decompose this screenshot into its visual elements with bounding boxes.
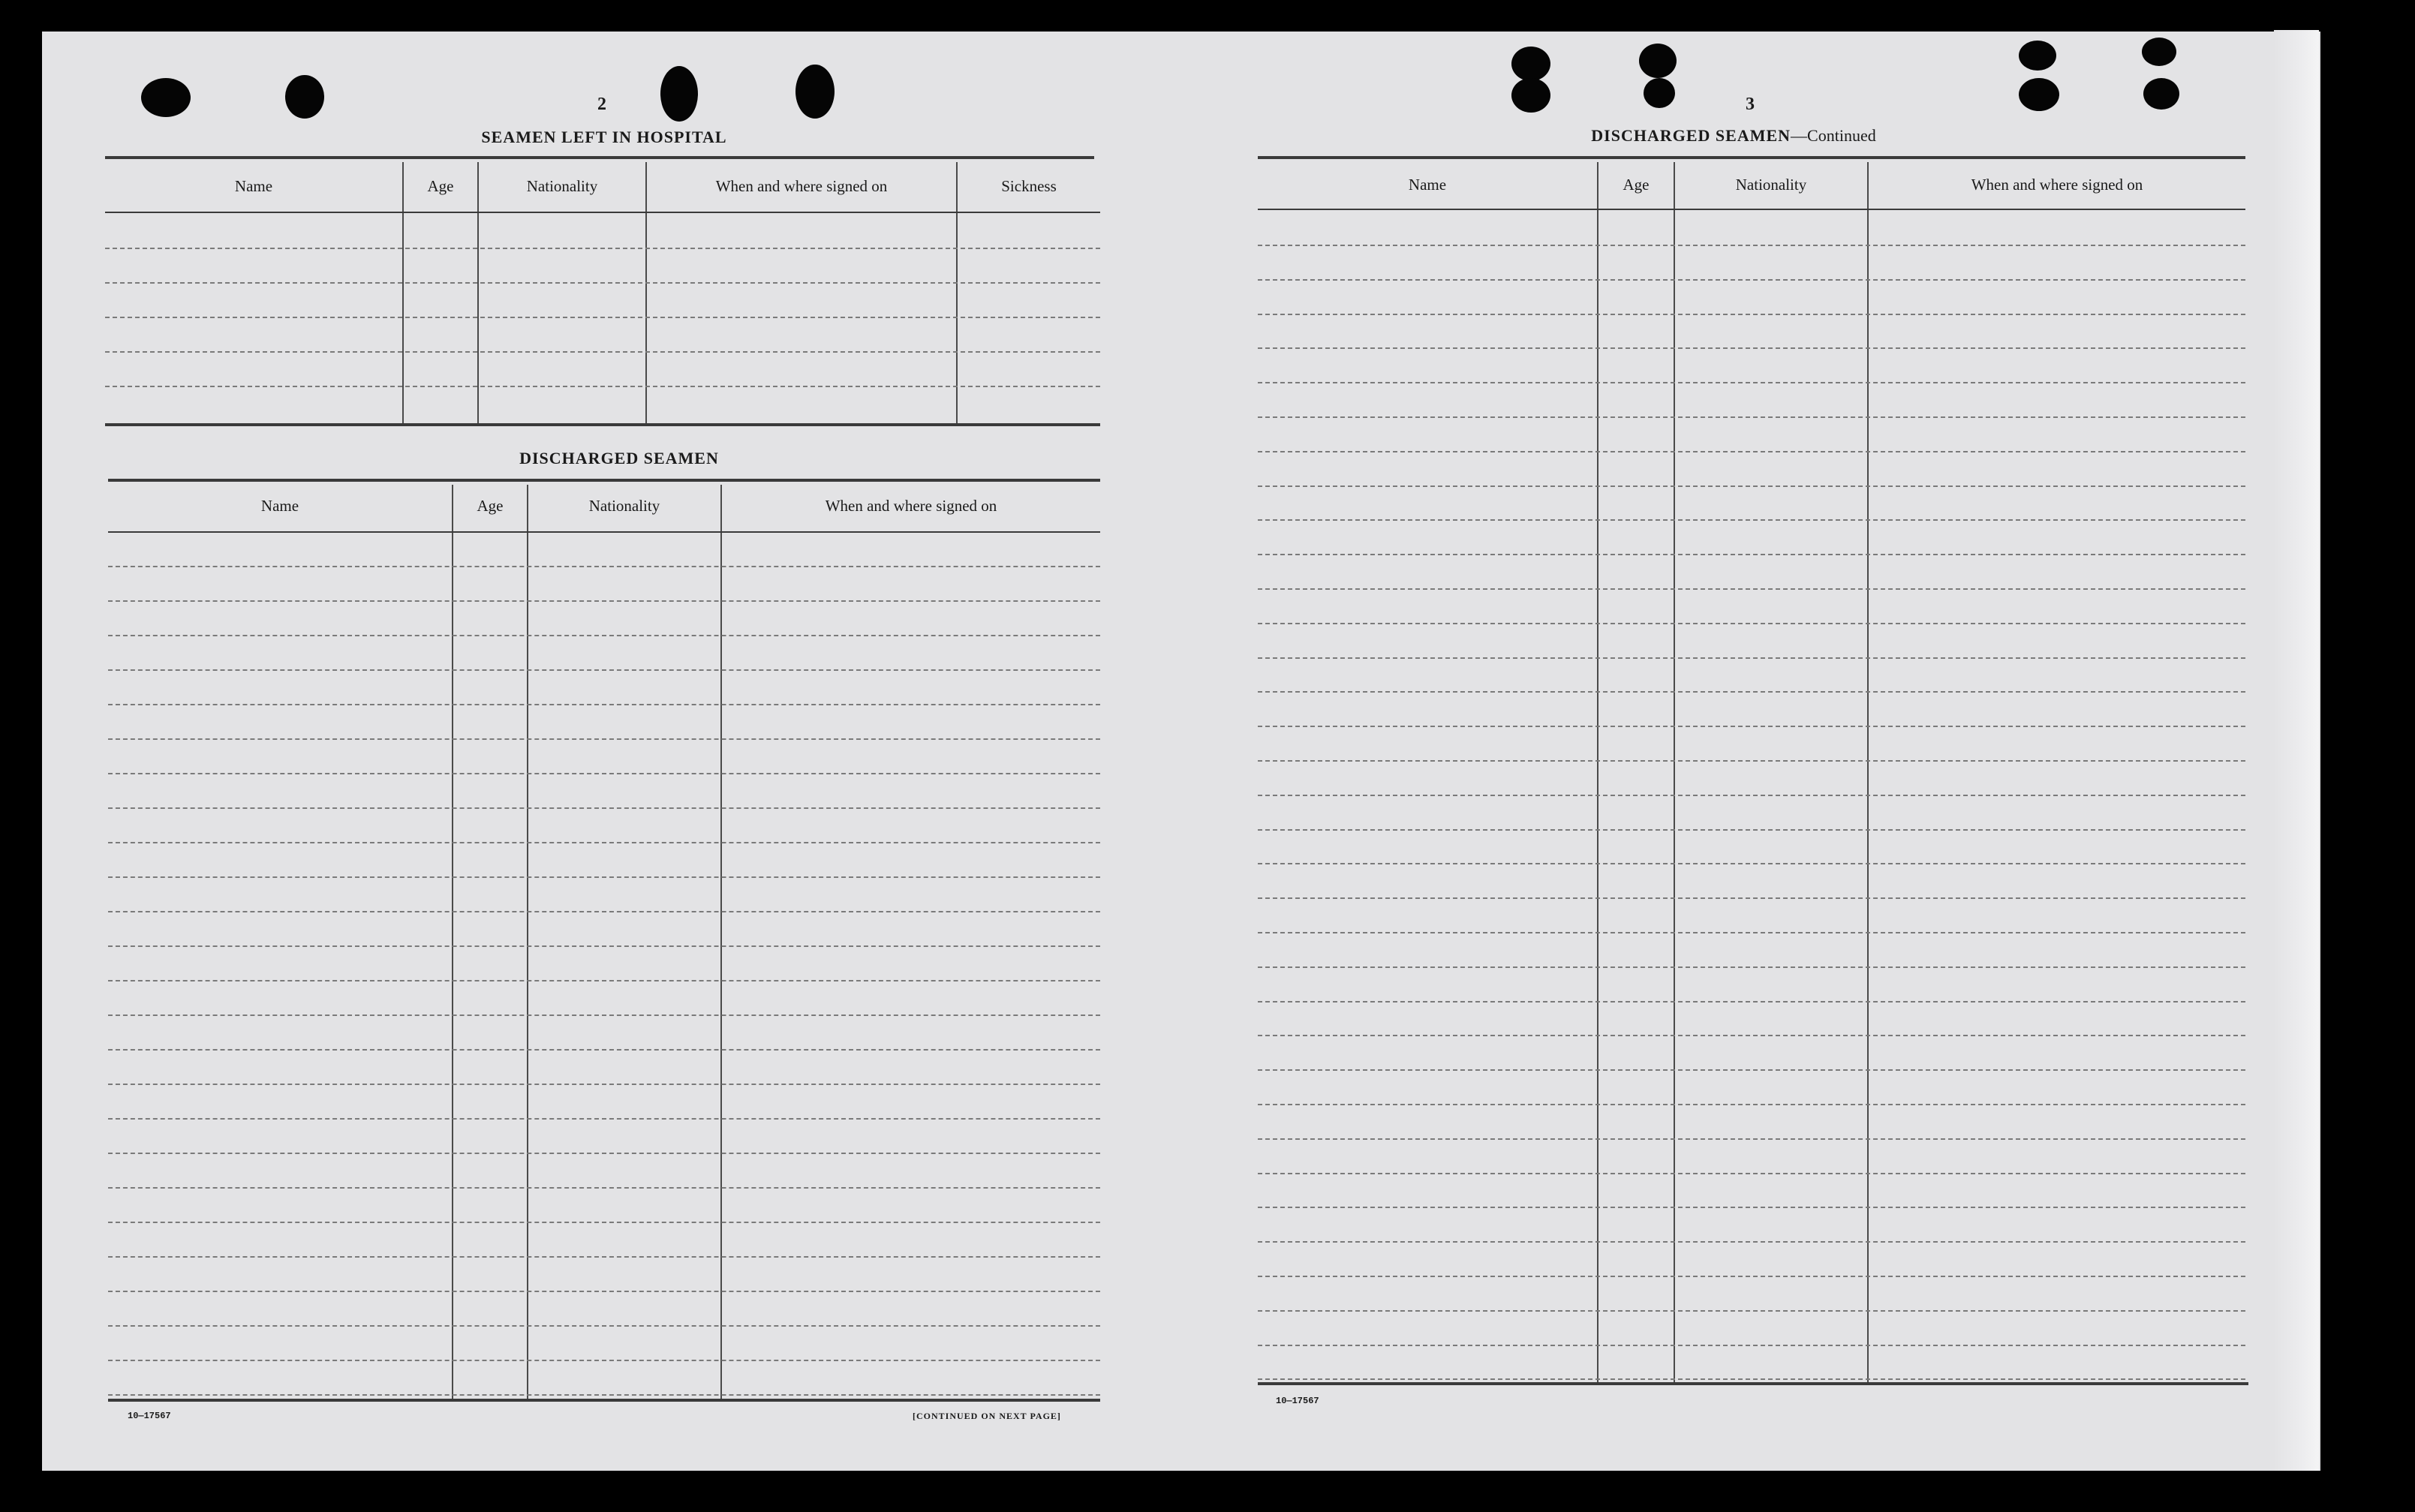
row-line <box>108 911 1100 912</box>
row-line <box>108 1187 1100 1189</box>
row-line <box>1258 485 2245 487</box>
row-line <box>108 1084 1100 1085</box>
punch-hole <box>2143 78 2179 110</box>
punch-hole <box>2019 78 2059 111</box>
section-title-text: DISCHARGED SEAMEN <box>1591 126 1791 145</box>
punch-hole <box>2019 41 2056 71</box>
row-line <box>1258 829 2245 831</box>
row-line <box>1258 897 2245 899</box>
punch-hole <box>795 65 835 119</box>
header-rule <box>1258 209 2245 210</box>
column-header: Nationality <box>526 177 598 195</box>
column-divider <box>720 485 722 1399</box>
row-line <box>1258 245 2245 246</box>
header-rule <box>108 531 1100 533</box>
row-line <box>1258 726 2245 727</box>
section-title-suffix: —Continued <box>1791 126 1876 145</box>
row-line <box>1258 1241 2245 1243</box>
row-line <box>1258 1069 2245 1071</box>
row-line <box>1258 588 2245 590</box>
column-header: Nationality <box>588 497 660 515</box>
column-header: Name <box>234 177 273 195</box>
row-line <box>105 386 1100 387</box>
column-divider <box>1597 162 1598 1385</box>
row-line <box>1258 279 2245 281</box>
punch-hole <box>1644 78 1675 108</box>
row-line <box>1258 691 2245 693</box>
row-line <box>1258 554 2245 555</box>
page-number: 2 <box>597 95 607 114</box>
column-header: Sickness <box>1001 177 1057 195</box>
punch-hole <box>1639 44 1677 78</box>
row-line <box>108 1222 1100 1223</box>
row-line <box>1258 795 2245 796</box>
row-line <box>1258 451 2245 452</box>
row-line <box>1258 1035 2245 1036</box>
continued-note: [CONTINUED ON NEXT PAGE] <box>913 1411 1061 1421</box>
row-line <box>108 1256 1100 1258</box>
row-line <box>108 1153 1100 1154</box>
column-header: Age <box>477 497 504 515</box>
row-line <box>108 842 1100 843</box>
form-code: 10—17567 <box>1276 1396 1319 1406</box>
table-top-rule <box>105 156 1094 159</box>
row-line <box>108 1325 1100 1327</box>
row-line <box>108 945 1100 947</box>
section-title-discharged-continued <box>1546 126 1921 146</box>
punch-hole <box>141 78 191 117</box>
punch-hole <box>660 66 698 122</box>
row-line <box>1258 1138 2245 1140</box>
row-line <box>108 807 1100 809</box>
row-line <box>108 600 1100 602</box>
row-line <box>1258 966 2245 968</box>
punch-hole <box>285 75 324 119</box>
column-divider <box>1867 162 1869 1385</box>
row-line <box>108 1291 1100 1292</box>
row-line <box>1258 863 2245 864</box>
section-title-discharged: DISCHARGED SEAMEN <box>519 449 719 467</box>
column-divider <box>527 485 528 1399</box>
column-header: When and where signed on <box>715 177 888 195</box>
column-header: When and where signed on <box>825 497 997 515</box>
section-title-hospital: SEAMEN LEFT IN HOSPITAL <box>481 128 727 146</box>
row-line <box>108 1360 1100 1361</box>
table-top-rule <box>108 479 1100 482</box>
row-line <box>108 1118 1100 1120</box>
row-line <box>105 317 1100 318</box>
row-line <box>1258 1173 2245 1174</box>
table-bottom-rule <box>1258 1382 2248 1385</box>
punch-hole <box>1511 47 1550 81</box>
row-line <box>108 1394 1100 1396</box>
row-line <box>1258 1001 2245 1002</box>
form-code: 10—17567 <box>128 1411 171 1421</box>
punch-hole <box>1511 78 1550 113</box>
column-divider <box>1674 162 1675 1385</box>
row-line <box>1258 1378 2245 1380</box>
column-header: Age <box>427 177 454 195</box>
row-line <box>1258 347 2245 349</box>
table-bottom-rule <box>108 1399 1100 1402</box>
row-line <box>105 248 1100 249</box>
row-line <box>108 1015 1100 1016</box>
row-line <box>105 282 1100 284</box>
column-header: When and where signed on <box>1971 176 2143 194</box>
punch-hole <box>2142 38 2176 66</box>
row-line <box>1258 623 2245 624</box>
row-line <box>108 566 1100 567</box>
row-line <box>1258 657 2245 659</box>
row-line <box>1258 1276 2245 1277</box>
row-line <box>1258 314 2245 315</box>
row-line <box>108 635 1100 636</box>
page-number: 3 <box>1746 95 1755 114</box>
row-line <box>108 773 1100 774</box>
row-line <box>105 351 1100 353</box>
row-line <box>1258 1104 2245 1105</box>
row-line <box>1258 1207 2245 1208</box>
row-line <box>1258 932 2245 933</box>
row-line <box>1258 760 2245 762</box>
row-line <box>1258 416 2245 418</box>
row-line <box>108 669 1100 671</box>
column-header: Name <box>260 497 299 515</box>
table-top-rule <box>1258 156 2245 159</box>
column-header: Name <box>1408 176 1447 194</box>
table-bottom-rule <box>105 423 1100 426</box>
row-line <box>108 1049 1100 1051</box>
row-line <box>108 738 1100 740</box>
header-rule <box>105 212 1100 213</box>
row-line <box>1258 519 2245 521</box>
column-header: Nationality <box>1735 176 1807 194</box>
row-line <box>1258 1345 2245 1346</box>
sheet-edge <box>2274 30 2319 1471</box>
row-line <box>1258 382 2245 383</box>
row-line <box>108 876 1100 878</box>
column-divider <box>452 485 453 1399</box>
row-line <box>1258 1310 2245 1312</box>
row-line <box>108 704 1100 705</box>
row-line <box>108 980 1100 981</box>
column-header: Age <box>1623 176 1650 194</box>
